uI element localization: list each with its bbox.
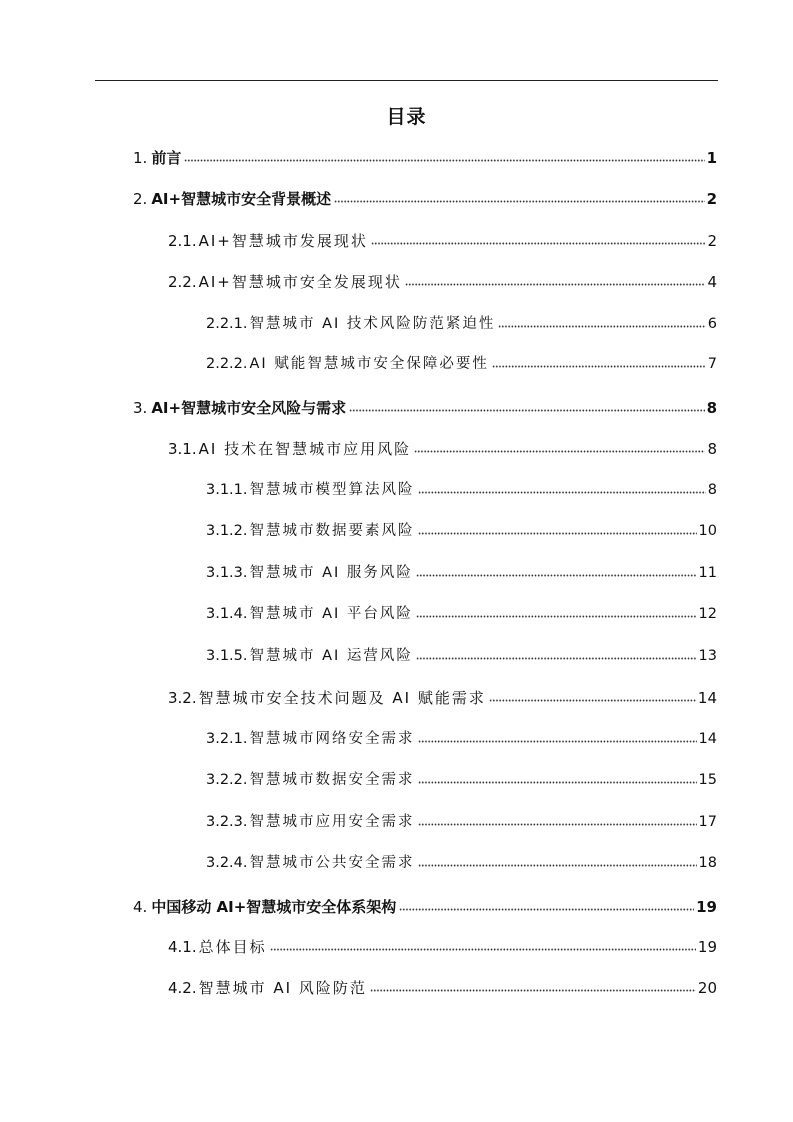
toc-entry-label: 总体目标	[198, 938, 267, 956]
toc-entry-label: AI+智慧城市安全发展现状	[198, 273, 402, 291]
toc-entry-2-1[interactable]	[168, 229, 717, 253]
toc-entry-page: 12	[698, 606, 717, 622]
toc-entry-label: 中国移动 AI+智慧城市安全体系架构	[151, 898, 397, 916]
toc-entry-label: 智慧城市 AI 运营风险	[249, 648, 413, 664]
toc-entry-page: 4	[707, 273, 717, 291]
toc-entry-label: AI 赋能智慧城市安全保障必要性	[249, 356, 489, 372]
toc-entry-label: 智慧城市 AI 平台风险	[249, 606, 413, 622]
dot-leader	[416, 613, 697, 619]
toc-entry-label: 智慧城市 AI 风险防范	[198, 979, 367, 997]
toc-entry-2-2[interactable]	[168, 270, 717, 294]
header-rule	[95, 80, 718, 81]
dot-leader	[418, 738, 697, 744]
toc-entry-label: 智慧城市模型算法风险	[249, 482, 415, 498]
toc-entry-1[interactable]	[133, 146, 717, 170]
dot-leader	[349, 407, 704, 413]
toc-entry-3-1[interactable]	[168, 437, 717, 461]
dot-leader	[418, 821, 697, 827]
dot-leader	[418, 779, 697, 785]
toc-entry-number: 3.	[133, 399, 148, 417]
toc-title: 目录	[386, 106, 427, 128]
toc-entry-page: 8	[707, 482, 717, 498]
toc-entry-page: 20	[697, 979, 717, 997]
dot-leader	[492, 363, 706, 369]
toc-entry-number: 4.2.	[168, 979, 197, 997]
toc-entry-number: 3.2.1.	[206, 731, 248, 747]
dot-leader	[414, 448, 705, 454]
toc-entry-number: 2.2.1.	[206, 316, 248, 332]
toc-entry-number: 3.1.2.	[206, 523, 248, 539]
dot-leader	[418, 489, 706, 495]
toc-entry-3-2-2[interactable]	[206, 768, 717, 792]
toc-entry-number: 1.	[133, 149, 148, 167]
toc-entry-label: AI+智慧城市发展现状	[198, 232, 368, 250]
toc-entry-page: 11	[698, 565, 717, 581]
toc-entry-label: 智慧城市 AI 服务风险	[249, 565, 413, 581]
toc-entry-page: 19	[696, 898, 717, 916]
dot-leader	[370, 987, 696, 993]
toc-entry-page: 6	[707, 316, 717, 332]
toc-entry-number: 3.2.4.	[206, 855, 248, 871]
toc-entry-page: 8	[706, 399, 717, 417]
toc-entry-3-2-1[interactable]	[206, 727, 717, 751]
toc-entry-page: 19	[697, 938, 717, 956]
toc-entry-label: 智慧城市 AI 技术风险防范紧迫性	[249, 316, 496, 332]
dot-leader	[334, 198, 704, 204]
dot-leader	[371, 240, 706, 246]
toc-entry-3-1-3[interactable]	[206, 561, 717, 585]
toc-entry-page: 2	[706, 190, 717, 208]
toc-entry-number: 3.2.3.	[206, 814, 248, 830]
toc-entry-number: 3.2.2.	[206, 772, 248, 788]
toc-entry-label: 智慧城市公共安全需求	[249, 855, 415, 871]
toc-entry-4[interactable]	[133, 895, 717, 919]
dot-leader	[418, 530, 697, 536]
dot-leader	[418, 862, 697, 868]
toc-entry-number: 4.1.	[168, 938, 197, 956]
dot-leader	[489, 697, 696, 703]
toc-entry-3-1-1[interactable]	[206, 478, 717, 502]
toc-entry-page: 1	[706, 149, 717, 167]
dot-leader	[498, 323, 705, 329]
toc-entry-page: 7	[707, 356, 717, 372]
toc-entry-number: 2.2.	[168, 273, 197, 291]
toc-entry-page: 2	[707, 232, 717, 250]
toc-entry-4-1[interactable]	[168, 935, 717, 959]
toc-entry-3-2[interactable]	[168, 686, 717, 710]
toc-entry-page: 10	[698, 523, 717, 539]
toc-entry-page: 17	[698, 814, 717, 830]
toc-entry-3-2-3[interactable]	[206, 810, 717, 834]
toc-entry-number: 3.1.4.	[206, 606, 248, 622]
dot-leader	[416, 655, 697, 661]
toc-entry-3-1-2[interactable]	[206, 519, 717, 543]
toc-entry-3-2-4[interactable]	[206, 851, 717, 875]
toc-entry-2-2-1[interactable]	[206, 312, 717, 336]
toc-entry-label: 前言	[151, 149, 182, 167]
toc-entry-3[interactable]	[133, 396, 717, 420]
toc-entry-page: 15	[698, 772, 717, 788]
toc-entry-number: 2.2.2.	[206, 356, 248, 372]
toc-entry-2-2-2[interactable]	[206, 352, 717, 376]
toc-entry-page: 13	[698, 648, 717, 664]
dot-leader	[416, 572, 697, 578]
toc-entry-label: 智慧城市数据安全需求	[249, 772, 415, 788]
toc-entry-number: 2.	[133, 190, 148, 208]
toc-entry-2[interactable]	[133, 187, 717, 211]
toc-entry-label: 智慧城市数据要素风险	[249, 523, 415, 539]
dot-leader	[399, 906, 694, 912]
dot-leader	[270, 946, 696, 952]
toc-entry-4-2[interactable]	[168, 976, 717, 1000]
toc-entry-number: 3.1.	[168, 440, 197, 458]
toc-entry-number: 3.1.1.	[206, 482, 248, 498]
dot-leader	[405, 281, 706, 287]
toc-entry-label: AI+智慧城市安全风险与需求	[151, 399, 347, 417]
toc-entry-number: 3.1.5.	[206, 648, 248, 664]
toc-entry-label: 智慧城市安全技术问题及 AI 赋能需求	[198, 689, 486, 707]
toc-entry-number: 3.2.	[168, 689, 197, 707]
toc-entry-3-1-5[interactable]	[206, 644, 717, 668]
toc-entry-label: AI 技术在智慧城市应用风险	[198, 440, 412, 458]
toc-entry-label: 智慧城市网络安全需求	[249, 731, 415, 747]
toc-entry-page: 14	[698, 731, 717, 747]
toc-entry-3-1-4[interactable]	[206, 602, 717, 626]
toc-entry-label: AI+智慧城市安全背景概述	[151, 190, 332, 208]
toc-entry-label: 智慧城市应用安全需求	[249, 814, 415, 830]
toc-entry-page: 18	[698, 855, 717, 871]
toc-entry-number: 2.1.	[168, 232, 197, 250]
toc-entry-number: 3.1.3.	[206, 565, 248, 581]
toc-entry-page: 14	[697, 689, 717, 707]
toc-entry-page: 8	[707, 440, 717, 458]
toc-entry-number: 4.	[133, 898, 148, 916]
dot-leader	[184, 157, 704, 163]
